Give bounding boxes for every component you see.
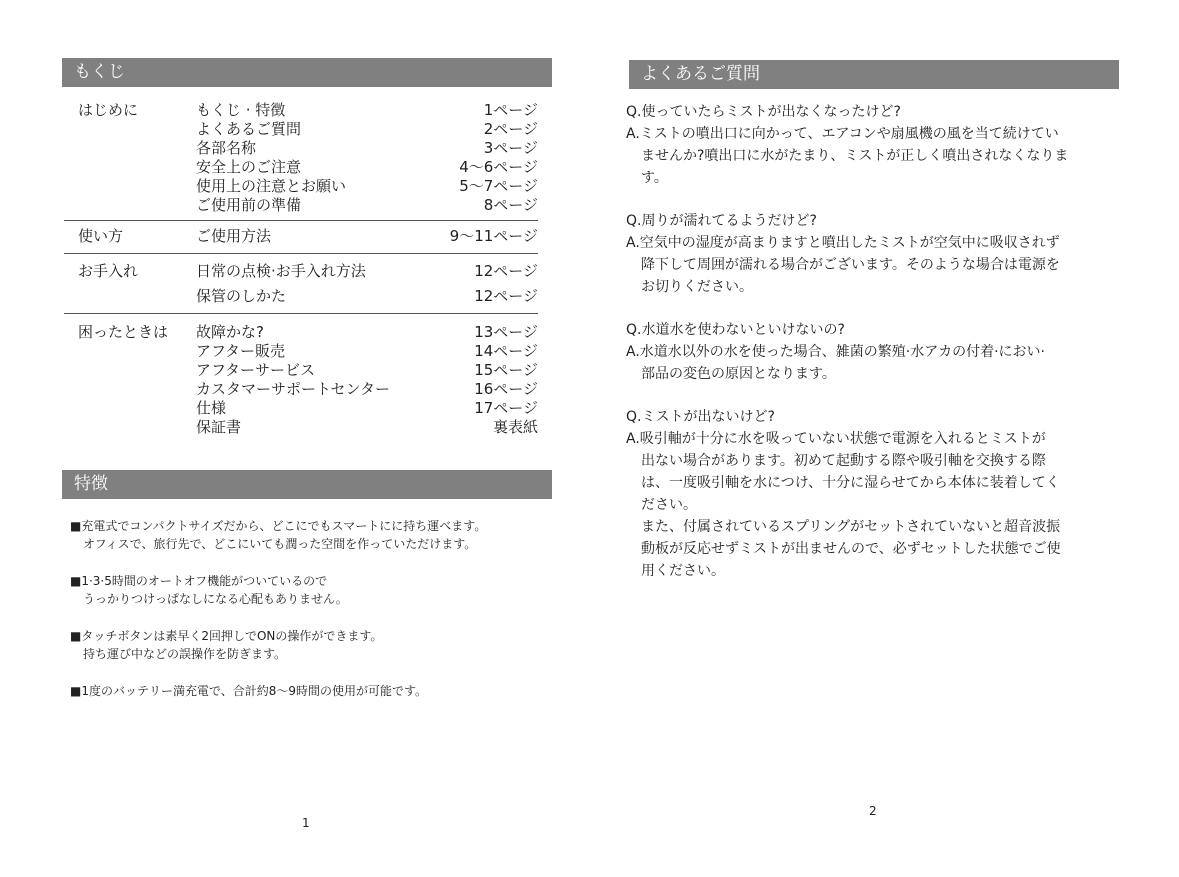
toc-entry-page: 13ページ [474, 323, 538, 341]
faq-answer-line: ださい。 [641, 497, 697, 513]
feature-line: オフィスで、旅行先で、どこにいても潤った空間を作っていただけます。 [83, 537, 477, 551]
toc-entry-title: 故障かな? [196, 323, 264, 341]
toc-entry-title: 仕様 [196, 399, 227, 417]
toc-entry-title: アフター販売 [196, 342, 285, 360]
faq-item [626, 101, 1126, 189]
toc-row [64, 177, 538, 196]
toc-group [64, 100, 538, 221]
toc-category: 使い方 [78, 227, 124, 245]
toc-entry-page: 1ページ [483, 101, 538, 119]
toc-category: お手入れ [78, 262, 139, 280]
faq-question: Q.ミストが出ないけど? [626, 409, 775, 425]
faq-answer-line: 動板が反応せずミストが出ませんので、必ずセットした状態でご使 [641, 541, 1061, 557]
toc-entry-title: ご使用方法 [196, 227, 272, 245]
toc-header-bar [62, 58, 552, 87]
feature-line: ■ 1·3·5時間のオートオフ機能がついているので [70, 572, 540, 590]
toc-row [64, 196, 538, 215]
page-number: 2 [869, 804, 877, 818]
faq-item [626, 319, 1126, 385]
faq-answer-line: A.ミストの噴出口に向かって、エアコンや扇風機の風を当て続けてい [626, 126, 1059, 142]
toc-category: はじめに [78, 101, 139, 119]
toc-entry-page: 12ページ [474, 287, 538, 305]
toc-entry-page: 裏表紙 [492, 418, 538, 436]
table-of-contents [64, 100, 538, 442]
faq-answer-line: 出ない場合があります。初めて起動する際や吸引軸を交換する際 [641, 453, 1046, 469]
right-page [590, 0, 1179, 877]
toc-row [64, 399, 538, 418]
faq-answer-line: 降下して周囲が濡れる場合がございます。そのような場合は電源を [641, 257, 1060, 273]
page-number: 1 [302, 816, 310, 830]
feature-item [70, 572, 540, 608]
toc-entry-title: よくあるご質問 [196, 120, 302, 138]
feature-item [70, 682, 540, 700]
toc-row [64, 101, 538, 120]
toc-entry-page: 4～6ページ [459, 158, 538, 176]
faq-answer-line: また、付属されているスプリングがセットされていないと超音波振 [641, 519, 1061, 535]
toc-entry-page: 12ページ [474, 262, 538, 280]
toc-entry-title: アフターサービス [196, 361, 315, 379]
toc-group [64, 221, 538, 254]
faq-answer-line: 部品の変色の原因となります。 [641, 366, 836, 382]
feature-item [70, 517, 540, 553]
features-header: 特徴 [74, 474, 108, 494]
faq-header: よくあるご質問 [641, 64, 760, 84]
toc-row [64, 323, 538, 342]
toc-header: もくじ [74, 62, 125, 82]
faq-answer-line: ませんか?噴出口に水がたまり、ミストが正しく噴出されなくなりま [641, 148, 1069, 164]
toc-row [64, 158, 538, 177]
toc-entry-page: 8ページ [483, 196, 538, 214]
toc-row [64, 380, 538, 399]
toc-entry-page: 17ページ [474, 399, 538, 417]
toc-entry-title: 使用上の注意とお願い [196, 177, 347, 195]
faq-item [626, 210, 1126, 298]
toc-entry-title: 保管のしかた [196, 287, 287, 305]
toc-row [64, 361, 538, 380]
faq-question: Q.使っていたらミストが出なくなったけど? [626, 104, 901, 120]
toc-row [64, 262, 538, 281]
features-header-bar [62, 470, 552, 499]
toc-entry-page: 9～11ページ [449, 227, 538, 245]
faq-answer-line: は、一度吸引軸を水につけ、十分に湿らせてから本体に装着してく [641, 475, 1060, 491]
feature-line: 持ち運び中などの誤操作を防ぎます。 [83, 647, 287, 661]
feature-line: ■ 充電式でコンパクトサイズだから、どこにでもスマートにに持ち運べます。 [70, 517, 540, 535]
toc-entry-title: ご使用前の準備 [196, 196, 302, 214]
faq-question: Q.周りが濡れてるようだけど? [626, 213, 817, 229]
toc-row [64, 287, 538, 306]
toc-entry-page: 16ページ [474, 380, 538, 398]
feature-line: ■ 1度のバッテリー満充電で、合計約8～9時間の使用が可能です。 [70, 682, 540, 700]
toc-row [64, 139, 538, 158]
toc-row [64, 120, 538, 139]
toc-entry-page: 2ページ [483, 120, 538, 138]
toc-entry-title: 安全上のご注意 [196, 158, 302, 176]
toc-entry-title: 保証書 [196, 418, 242, 436]
toc-entry-page: 5～7ページ [459, 177, 538, 195]
toc-entry-title: もくじ · 特徴 [196, 101, 286, 119]
faq-question: Q.水道水を使わないといけないの? [626, 322, 845, 338]
faq-answer-line: A.吸引軸が十分に水を吸っていない状態で電源を入れるとミストが [626, 431, 1046, 447]
toc-entry-title: 日常の点検·お手入れ方法 [196, 262, 366, 280]
toc-entry-page: 14ページ [474, 342, 538, 360]
toc-category: 困ったときは [78, 323, 169, 341]
faq-list [626, 101, 1126, 603]
toc-entry-title: 各部名称 [196, 139, 257, 157]
faq-answer-line: A.水道水以外の水を使った場合、雑菌の繁殖·水アカの付着·におい· [626, 344, 1045, 360]
faq-answer-line: 用ください。 [641, 563, 725, 579]
toc-group [64, 314, 538, 442]
features-list [70, 517, 540, 719]
toc-row [64, 418, 538, 437]
feature-item [70, 627, 540, 663]
toc-group [64, 254, 538, 314]
toc-entry-page: 15ページ [474, 361, 538, 379]
feature-line: うっかりつけっぱなしになる心配もありません。 [83, 592, 348, 606]
toc-row [64, 342, 538, 361]
toc-row [64, 227, 538, 246]
toc-entry-title: カスタマーサポートセンター [196, 380, 390, 398]
faq-item [626, 406, 1126, 582]
faq-answer-line: お切りください。 [641, 279, 753, 295]
faq-header-bar [629, 60, 1119, 89]
feature-line: ■ タッチボタンは素早く2回押しでONの操作ができます。 [70, 627, 540, 645]
toc-entry-page: 3ページ [483, 139, 538, 157]
faq-answer-line: す。 [641, 170, 668, 186]
faq-answer-line: A.空気中の湿度が高まりますと噴出したミストが空気中に吸収されず [626, 235, 1060, 251]
